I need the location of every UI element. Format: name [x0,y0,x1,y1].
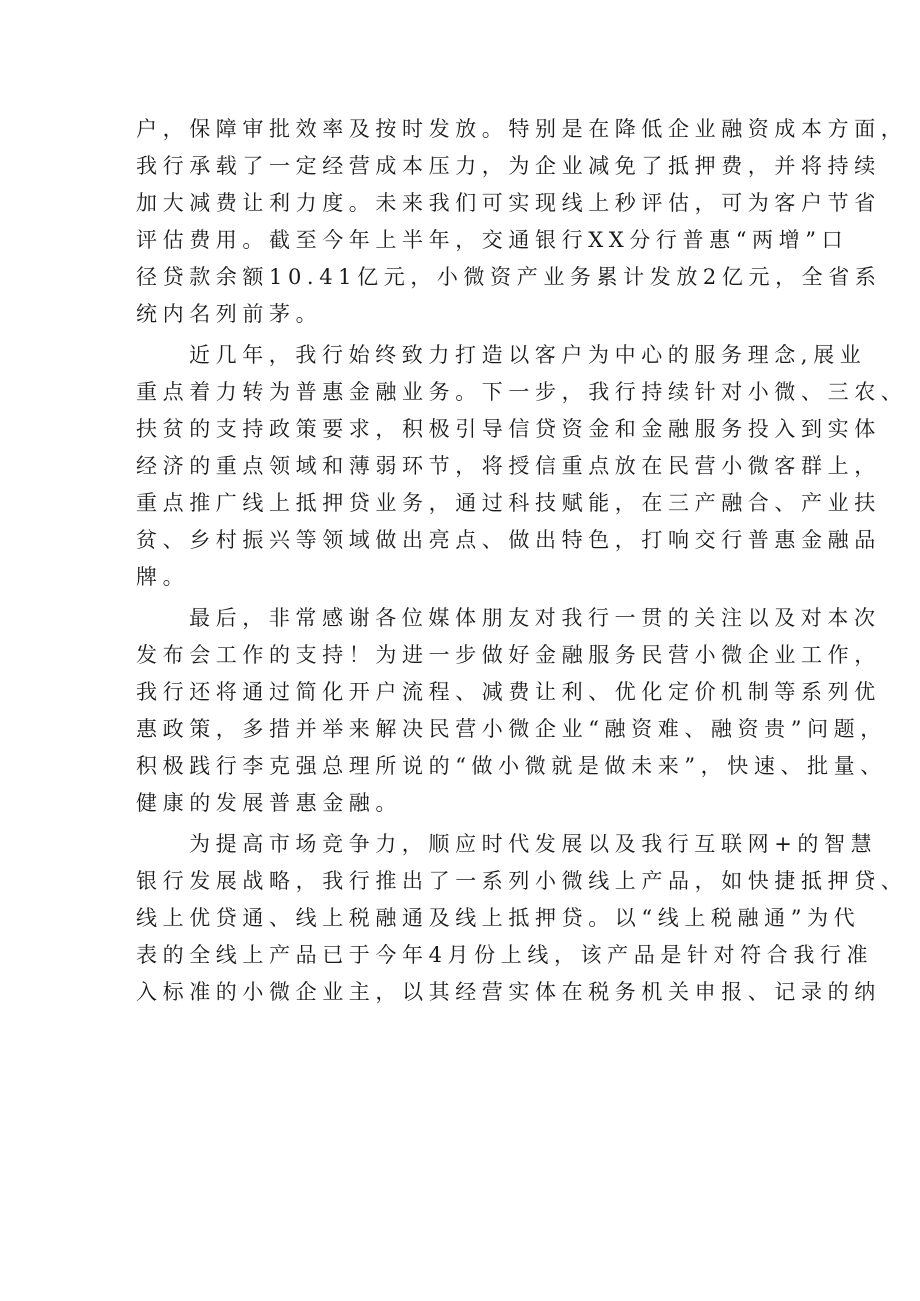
text-line: 径贷款余额10.41亿元，小微资产业务累计发放2亿元，全省系 [136,265,882,289]
text-line: 积极践行李克强总理所说的“做小微就是做未来”，快速、批量、 [136,754,887,778]
text-line: 重点推广线上抵押贷业务，通过科技赋能，在三产融合、产业扶 [136,491,881,515]
text-line: 我行承载了一定经营成本压力，为企业减免了抵押费，并将持续 [136,154,881,178]
text-line: 发布会工作的支持！为进一步做好金融服务民营小微企业工作， [136,643,881,667]
text-line: 惠政策，多措并举来解决民营小微企业“融资难、融资贵”问题， [136,717,887,741]
text-line: 我行还将通过简化开户流程、减费让利、优化定价机制等系列优 [136,680,881,704]
paragraph-2 [136,340,908,599]
text-line: 表的全线上产品已于今年4月份上线，该产品是针对符合我行准 [136,943,874,967]
text-line: 扶贫的支持政策要求，积极引导信贷资金和金融服务投入到实体 [136,417,881,441]
text-line: 贫、乡村振兴等领域做出亮点、做出特色，打响交行普惠金融品 [136,528,881,552]
text-line: 牌。 [136,565,190,589]
text-line: 为提高市场竞争力，顺应时代发展以及我行互联网+的智慧 [189,832,878,856]
text-line: 健康的发展普惠金融。 [136,791,402,815]
text-line: 加大减费让利力度。未来我们可实现线上秒评估，可为客户节省 [136,191,881,215]
paragraph-1 [136,114,908,336]
text-line: 统内名列前茅。 [136,302,323,326]
text-line: 线上优贷通、线上税融通及线上抵押贷。以“线上税融通”为代 [136,906,861,930]
text-line: 近几年，我行始终致力打造以客户为中心的服务理念,展业 [189,343,867,367]
text-line: 评估费用。截至今年上半年，交通银行XX分行普惠“两增”口 [136,228,849,252]
paragraph-3 [136,603,887,825]
text-line: 最后，非常感谢各位媒体朋友对我行一贯的关注以及对本次 [189,606,881,630]
text-line: 银行发展战略，我行推出了一系列小微线上产品，如快捷抵押贷、 [136,869,908,893]
text-line: 重点着力转为普惠金融业务。下一步，我行持续针对小微、三农、 [136,380,908,404]
paragraph-4 [136,829,908,1014]
document-page [136,114,908,1014]
text-line: 户，保障审批效率及按时发放。特别是在降低企业融资成本方面， [136,117,908,141]
text-line: 经济的重点领域和薄弱环节，将授信重点放在民营小微客群上， [136,454,881,478]
text-line: 入标准的小微企业主，以其经营实体在税务机关申报、记录的纳 [136,980,881,1004]
